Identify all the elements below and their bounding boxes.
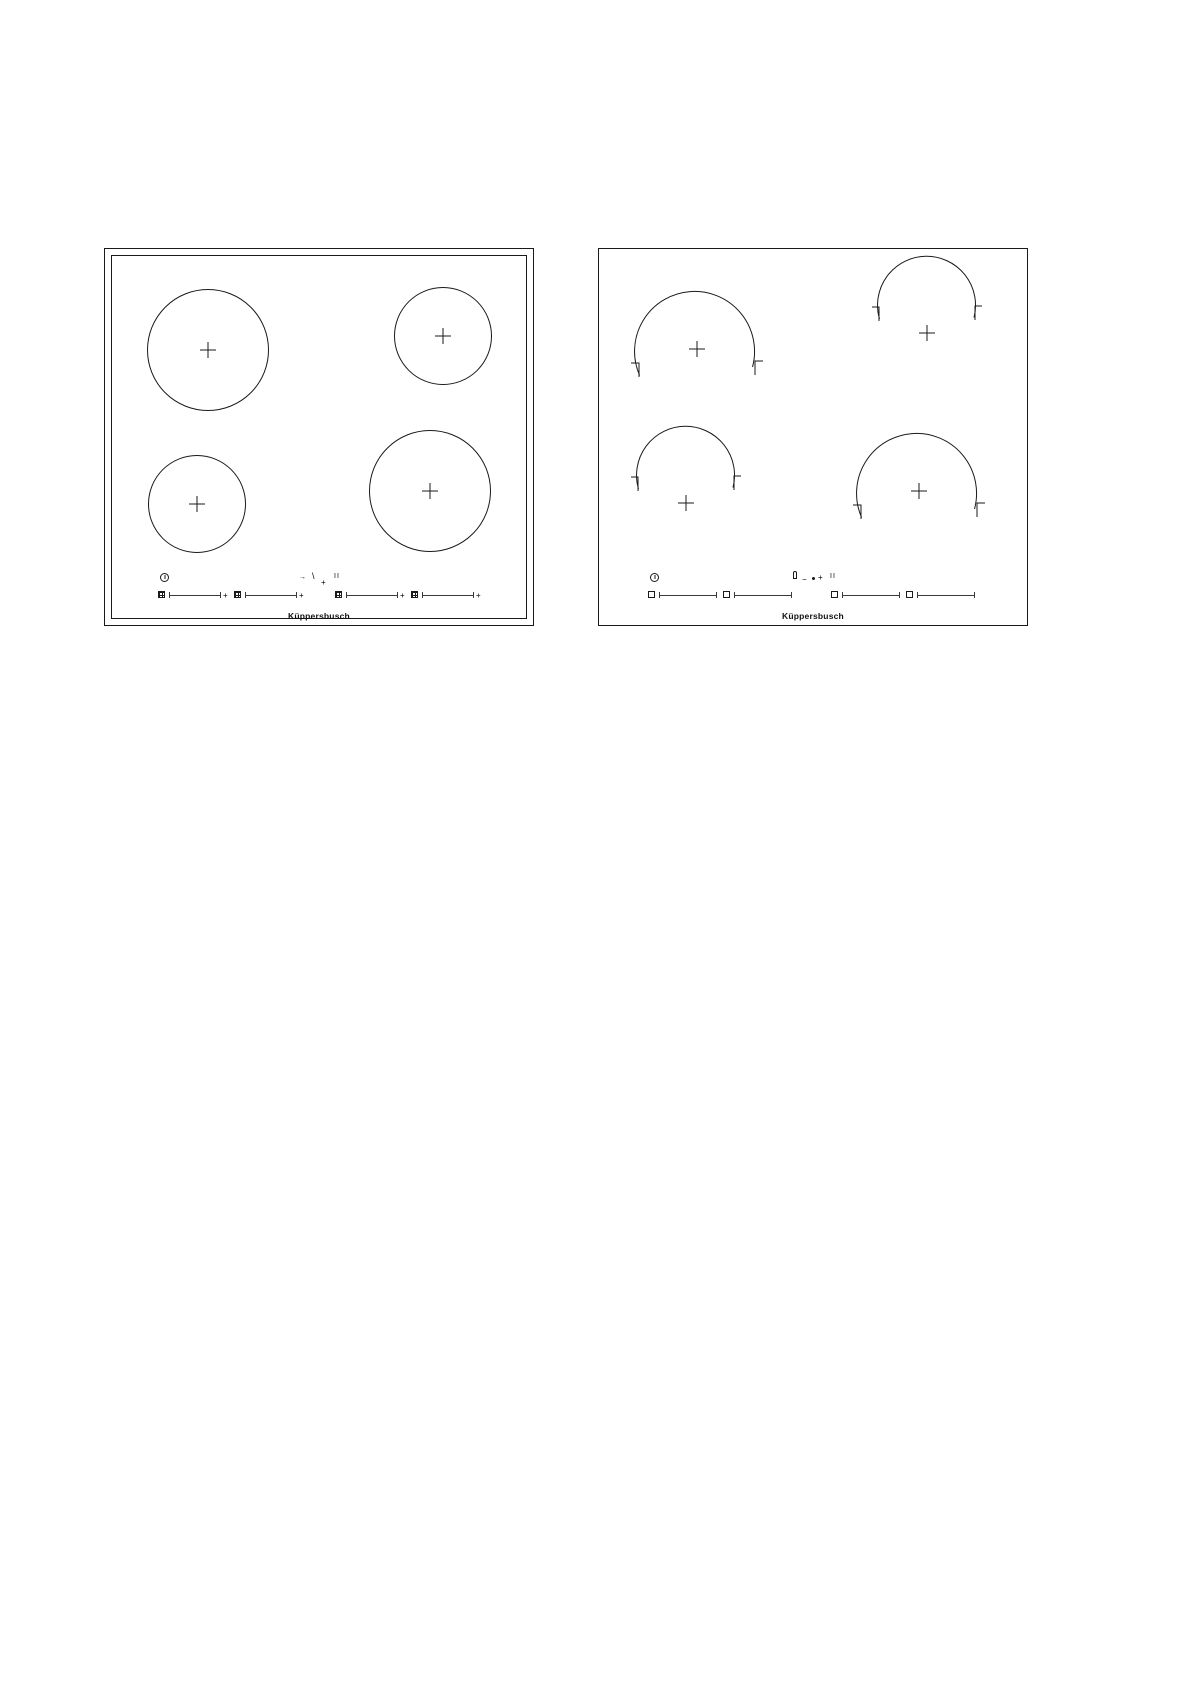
slider-zone-1[interactable] [659,590,717,600]
slider-zone-3[interactable] [346,590,398,600]
slider-zone-3[interactable] [842,590,900,600]
power-on-off-icon[interactable] [650,573,659,582]
slider-track [734,595,792,596]
key-lock-icon[interactable] [793,571,797,579]
zone-center-marker [189,496,205,512]
fourth-zone-display-icon [411,591,418,598]
zone-front-right[interactable] [369,430,491,552]
zone-front-left[interactable] [630,447,742,559]
hob-diagram-right [598,248,1028,626]
third-zone-display-icon [335,591,342,598]
second-zone-display-icon [723,591,730,598]
center-dot-icon [812,577,815,580]
pause-icon[interactable]: II [334,573,340,580]
control-panel-left [105,571,533,621]
zone-rear-right[interactable] [394,287,492,385]
slash-separator-icon: \ [312,571,315,581]
zone-rear-left[interactable] [147,289,269,411]
slider-zone-2[interactable] [734,590,792,600]
zone-center-marker [200,342,216,358]
slider-tick-right [473,592,474,598]
slider-track [659,595,717,596]
plus-icon-2[interactable]: + [299,591,304,600]
zone-center-marker [911,483,927,499]
third-zone-display-icon [831,591,838,598]
pause-icon[interactable]: II [830,573,836,580]
slider-tick-right [716,592,717,598]
zone-center-marker [678,495,694,511]
slider-track [917,595,975,596]
zone-center-marker [919,325,935,341]
zone-center-marker [689,341,705,357]
minus-icon-center[interactable]: − [802,575,807,584]
left-zone-display-icon [158,591,165,598]
zone-rear-left[interactable] [629,281,765,417]
slider-track [422,595,474,596]
zone-center-marker [435,328,451,344]
left-zone-display-icon [648,591,655,598]
zone-rear-right[interactable] [871,277,983,389]
slider-zone-4[interactable] [422,590,474,600]
slider-zone-1[interactable] [169,590,221,600]
zone-front-right[interactable] [851,423,987,559]
power-on-off-icon[interactable] [160,573,169,582]
plus-icon-center[interactable]: + [818,573,823,582]
slider-zone-2[interactable] [245,590,297,600]
timer-arrow-icon[interactable]: → [299,574,306,581]
brand-logo: Küppersbusch [782,611,844,621]
plus-icon-timer[interactable]: + [321,578,326,587]
plus-icon-4[interactable]: + [476,591,481,600]
slider-zone-4[interactable] [917,590,975,600]
hob-diagram-left [104,248,534,626]
fourth-zone-display-icon [906,591,913,598]
slider-tick-right [899,592,900,598]
slider-track [842,595,900,596]
slider-track [169,595,221,596]
slider-track [346,595,398,596]
slider-tick-right [791,592,792,598]
slider-track [245,595,297,596]
zone-center-marker [422,483,438,499]
plus-icon-3[interactable]: + [400,591,405,600]
control-panel-right [599,571,1027,621]
slider-tick-right [220,592,221,598]
plus-icon-left[interactable]: + [223,591,228,600]
slider-tick-right [974,592,975,598]
slider-tick-right [397,592,398,598]
brand-logo: Küppersbusch [288,611,350,621]
slider-tick-right [296,592,297,598]
second-zone-display-icon [234,591,241,598]
zone-front-left[interactable] [148,455,246,553]
